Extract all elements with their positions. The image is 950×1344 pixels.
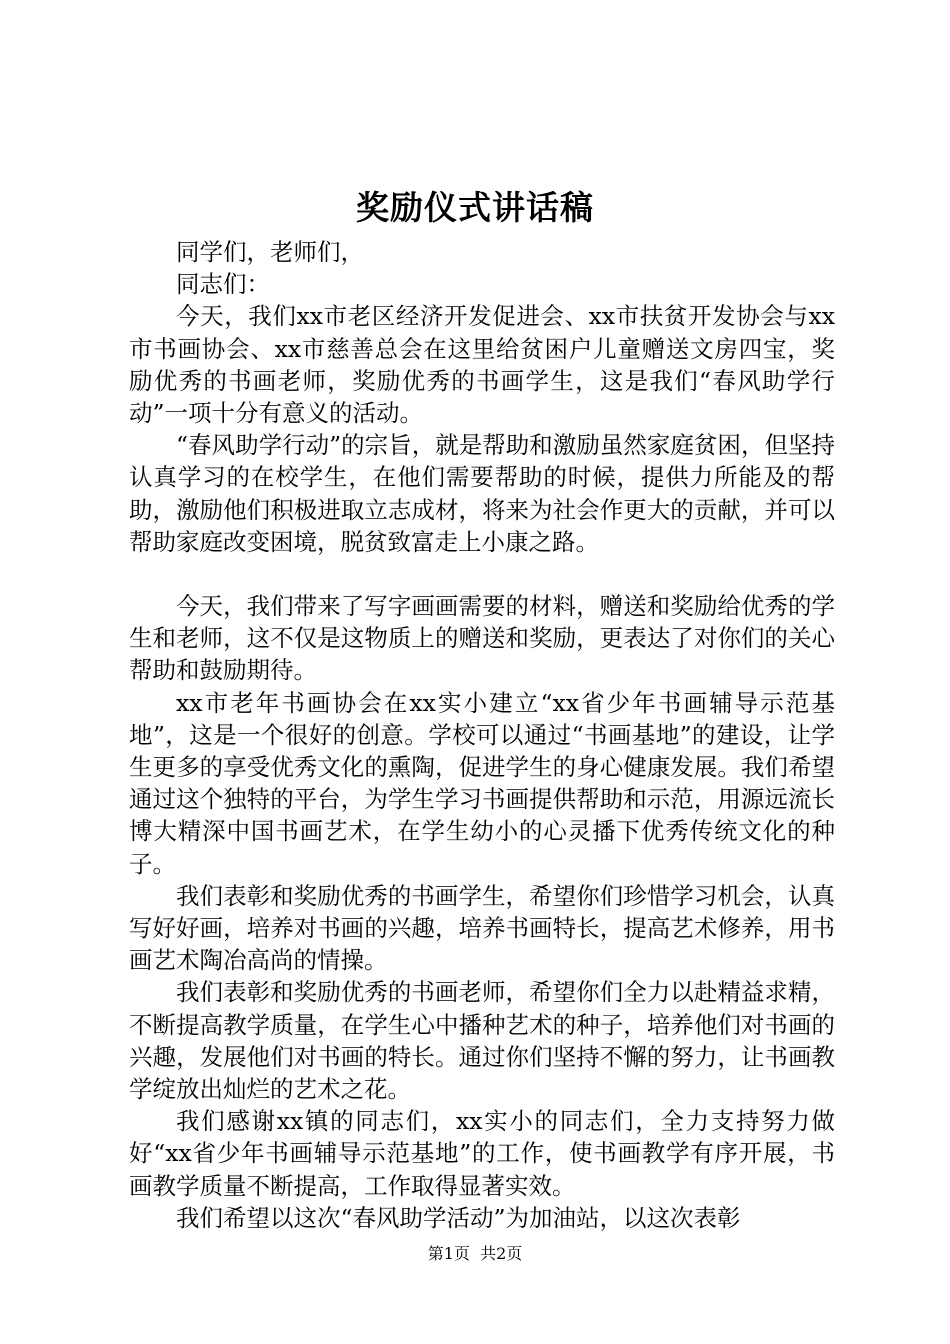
paragraph: “春风助学行动”的宗旨，就是帮助和激励虽然家庭贫困，但坚持认真学习的在校学生，在他们需要帮助的时候，提供力所能及的帮助，激励他们积极进取立志成材，将来为社会作更大的贡献，并可以帮助家庭改变困境，脱贫致富走上小康之路。 xyxy=(129,431,835,556)
greeting-line: 同志们： xyxy=(176,270,270,299)
footer-separator xyxy=(470,1244,480,1263)
paragraph: xx市老年书画协会在xx实小建立“xx省少年书画辅导示范基地”，这是一个很好的创意。学校可以通过“书画基地”的建设，让学生更多的享受优秀文化的熏陶，促进学生的身心健康发展。我们希望通过这个独特的平台，为学生学习书画提供帮助和示范，用源远流长博大精深中国书画艺术，在学生幼小的心灵播下优秀传统文化的种子。 xyxy=(129,688,835,878)
page-number-total: 共2页 xyxy=(480,1244,523,1263)
greeting-line: 同学们，老师们， xyxy=(176,238,364,266)
paragraph: 我们感谢xx镇的同志们，xx实小的同志们，全力支持努力做好“xx省少年书画辅导示范基地”的工作，使书画教学有序开展，书画教学质量不断提高，工作取得显著实效。 xyxy=(129,1107,835,1200)
page-footer xyxy=(0,1243,950,1265)
paragraph: 今天，我们xx市老区经济开发促进会、xx市扶贫开发协会与xx市书画协会、xx市慈善总会在这里给贫困户儿童赠送文房四宝，奖励优秀的书画老师，奖励优秀的书画学生，这是我们“春风助学行动”一项十分有意义的活动。 xyxy=(129,302,835,428)
paragraph: 我们希望以这次“春风助学活动”为加油站，以这次表彰 xyxy=(176,1203,741,1232)
paragraph: 今天，我们带来了写字画画需要的材料，赠送和奖励给优秀的学生和老师，这不仅是这物质上的赠送和奖励，更表达了对你们的关心帮助和鼓励期待。 xyxy=(129,592,835,685)
document-title: 奖励仪式讲话稿 xyxy=(356,188,594,227)
paragraph: 我们表彰和奖励优秀的书画老师，希望你们全力以赴精益求精，不断提高教学质量，在学生心中播种艺术的种子，培养他们对书画的兴趣，发展他们对书画的特长。通过你们坚持不懈的努力，让书画教学绽放出灿烂的艺术之花。 xyxy=(129,978,835,1104)
paragraph: 我们表彰和奖励优秀的书画学生，希望你们珍惜学习机会，认真写好好画，培养对书画的兴趣，培养书画特长，提高艺术修养，用书画艺术陶冶高尚的情操。 xyxy=(129,881,835,975)
page-number-current: 第1页 xyxy=(427,1244,470,1263)
document-body xyxy=(129,236,835,1234)
